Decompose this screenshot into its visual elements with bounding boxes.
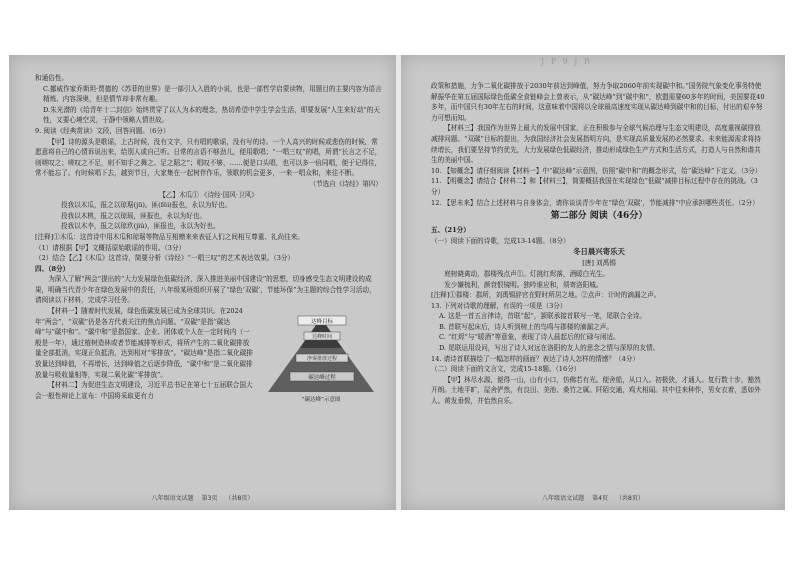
right-page-footer bbox=[401, 493, 785, 502]
right-page bbox=[401, 55, 785, 510]
material-two-cont: 政策和措施，力争二氧化碳排放于2030年前达到峰值，努力争取2060年前实现碳中和。”国务院气象变化事务特使解振华在第五届国际绿色低碳全食链峰会上曾表示，从“碳达峰”到“碳中和”，欧盟需要60多年的时间，美国要花40多年，而中国只有30年左右的时间，这意味着中国将以全球最高速度实现从碳达峰到碳中和的目标，付出的艰辛努力可想而知。 bbox=[431, 82, 765, 122]
part-two-title: 第二部分 阅读（46分） bbox=[550, 211, 648, 222]
question-12: 12. 【思未来】结合上述材料与自身体会，请你谈谈青少年在“绿色‘双碳’，节能减排”中应承担哪些责任。（2分） bbox=[431, 198, 759, 207]
poem-line: 发少嫌梳利，颜衰恨镜明。独吟谁应和，须寄洛阳城。 bbox=[444, 280, 603, 289]
footer-total: （共8页） bbox=[616, 495, 644, 502]
material-one: 【材料一】随着时代发展，绿色低碳发展已成为全球共识。在2024年“两会”，“双碳”仍是各方代表关注的焦点问题。“双碳”是指“碳达峰”与“碳中和”。“碳中和”是指国家、企业、团体或个人在一定时间内（一般是一年），通过植树造林或者节能减排等形式，将所产生的二氧化碳排放量全部抵消，实现正负抵消，达到相对“零排放”。“碳达峰”是指二氧化碳排放量达到峰值，不再增长，达到峰值之后逐步降低，“碳中和”是二氧化碳排放量与吸收量相等，实现二氧化碳“零排放”。 bbox=[35, 307, 253, 379]
option-a: A. 这是一首五言律诗，首联“起”，颔联承接首联写一笔，尾联合全诗。 bbox=[439, 312, 646, 321]
option-c: C. “红烬”与“暖酒”等意象，表现了诗人晨起后的忙碌与闲适。 bbox=[439, 333, 620, 342]
question-13: 13. 下列对诗歌的理解，有误的一项是（3分） bbox=[431, 301, 567, 310]
question-9: 9. 阅读《经典赏读》文段，回答问题。（6分） bbox=[35, 126, 170, 135]
right-page-content bbox=[431, 81, 767, 488]
footer-page: 第4页 bbox=[592, 495, 608, 502]
text-line: 和通俗性。 bbox=[35, 74, 68, 82]
option-c: C.挪威作家乔斯坦·贾德的《苏菲的世界》是一部引人入胜的小说，也是一部哲学启蒙读物，用题目的主要内容为语言精炼、内容深奥，但是情节却非常有趣。 bbox=[43, 84, 382, 104]
section-heading: 四、（8分） bbox=[35, 264, 70, 273]
diagram-svg bbox=[260, 308, 382, 404]
reading-instruction: （一）阅读下面的诗歌，完成13-14题。（8分） bbox=[431, 236, 570, 245]
footer-page: 第3页 bbox=[201, 495, 218, 502]
reading-instruction: （二）阅读下面的文言文，完成15-18题。（16分） bbox=[431, 365, 581, 374]
footer-label: 八年级语文试题 bbox=[151, 495, 194, 502]
option-b: B. 首联写起床后，诗人听到树上的鸟鸣与郡楼的滴漏之声。 bbox=[439, 322, 613, 331]
left-page-content bbox=[35, 73, 382, 488]
footer-label: 八年级语文试题 bbox=[542, 495, 585, 502]
poem-note: [注释]①木瓜：这首诗中用木瓜和琼琚等物品互相赠来来表征人们之间相互尊重、礼尚往来。 bbox=[35, 232, 304, 241]
footer-total: （共8页） bbox=[225, 495, 254, 502]
sub-question: （2）结合【乙】《木瓜》这首诗，简要分析《诗经》“一唱三叹”的艺术表达效果。（3分） bbox=[35, 254, 295, 263]
left-page-footer bbox=[9, 493, 396, 502]
carbon-peak-diagram bbox=[260, 308, 382, 404]
poem-title: 冬日晨兴寄乐天 bbox=[573, 247, 625, 257]
activity-intro: 为深入了解“两会”提出的“大力发展绿色低碳经济，深入推进美丽中国建设”的思想，切身感受生态文明建设的成果，明确当代青少年在绿色发展中的责任，八年级某班组织开展了“绿色‘双碳’，节能环保”为主题的综合性学习活动，请阅读以下材料，完成学习任务。 bbox=[35, 275, 376, 305]
poem-line: 投我以木李，报之以琼玖(jiǔ)，匪报也，永以为好也。 bbox=[61, 222, 220, 231]
material-three: 【材料三】我国作为世界上最大的发展中国家，正在积极参与全球气候治理与生态文明建设，高度重视碳排放减排问题。“双碳”目标的提出，为我国经济社会发展指明方向，是实现高质量发展的必然要求。未来能源需求将持续增长，我们要坚持节约优先，大力发展绿色低碳经济，推动形成绿色生产方式和生活方式，打造人与自然和谐共生的美丽中国。 bbox=[431, 124, 761, 165]
poem-title: 【乙】木瓜① 《诗经·国风·卫风》 bbox=[159, 190, 258, 199]
diagram-label: 达峰时间 bbox=[311, 334, 333, 341]
diagram-caption: “碳达峰”示意图 bbox=[301, 397, 341, 404]
passage-jia: 【甲】诗的源头是歌谣，上古时候，没有文字，只有唱的歌谣，没有写的诗。一个人高兴的时候或悲伤的时候，常愿意将自己的心情诉说出来，给别人或自己听。日常的言语不够劲儿，便用歌唱；“一唱三叹”的唱，所谓“长言之不足，则嗟叹之；嗟叹之不足，则不知手之舞之、足之蹈之”；唱叹不够，……便是口头唱，也可以多一倍同唱，便于记得住，常不能忘了。有时候唱下去，越到节日，大家集在一起树伴作乐，领歌的机会更多，一来一唱众和，来往不断。 bbox=[35, 137, 382, 178]
option-d: D.朱光潜的《给青年十二封信》始终贯穿了以人为本的理念，热切希望中学生学会生活，即要发展“人生来好动”的天性，又要心境空灵，于静中领略人情世故。 bbox=[43, 105, 380, 125]
question-11: 11. 【明概念】请结合【材料二】和【材料三】，简要概括我国在实现绿色“低碳”减排目标过程中存在的挑战。（3分） bbox=[431, 177, 758, 196]
poem-line: 庭树晓禽动，郡楼残点声①。灯挑红烬落，酒暖白光生。 bbox=[444, 269, 610, 278]
poem-note: [注释]①郡楼：郡所，刘禹锡辞官在野时所居之地。②点声：计时的滴漏之声。 bbox=[431, 291, 661, 300]
diagram-label: 达峰目标 bbox=[310, 319, 334, 326]
question-10: 10. 【知概念】请仔细阅读【材料一】中“碳达峰”示意图，仿照“碳中和”的概念形式，给“碳达峰”下定义。（3分） bbox=[431, 166, 762, 175]
poem-author: [唐] 刘禹锡 bbox=[582, 259, 616, 268]
classical-passage: 【甲】林尽水源，便得一山，山有小口，仿佛若有光。便舍船，从口入。初极狭，才通人。复行数十步，豁然开朗。土地平旷，屋舍俨然，有良田、美池、桑竹之属。阡陌交通，鸡犬相闻。其中往来种作，男女衣着，悉如外人。黄发垂髫，并怡然自乐。 bbox=[431, 375, 761, 406]
option-d: D. 尾联运用设问，写出了诗人对远在洛阳的友人的思念之情与深厚的友情。 bbox=[439, 344, 660, 353]
poem-line: 投我以木桃，报之以琼瑶，匪报也，永以为好也。 bbox=[61, 211, 207, 220]
diagram-label: 碳达峰过程 bbox=[308, 375, 336, 382]
left-page bbox=[9, 55, 396, 510]
question-14: 14. 请诗首联描绘了一幅怎样的画面？表达了诗人怎样的情感？（4分） bbox=[431, 354, 639, 363]
sub-question: （1）请根据【甲】文概括原始歌谣的作用。（3分） bbox=[35, 243, 186, 252]
section-heading: 五、（21分） bbox=[431, 226, 470, 235]
passage-source: （节选自《诗经》第四） bbox=[309, 179, 382, 188]
material-two: 【材料二】为促进生态文明建设，习近平总书记在第七十五届联合国大会一般性辩论上宣布：中国将采取更有力 bbox=[35, 381, 253, 400]
faded-stamp: J P 9 J R bbox=[541, 57, 593, 66]
poem-line: 投我以木瓜，报之以琼琚(jū)。匪(fěi)报也，永以为好也。 bbox=[61, 201, 232, 210]
diagram-label: 净零排放过程 bbox=[306, 356, 338, 363]
